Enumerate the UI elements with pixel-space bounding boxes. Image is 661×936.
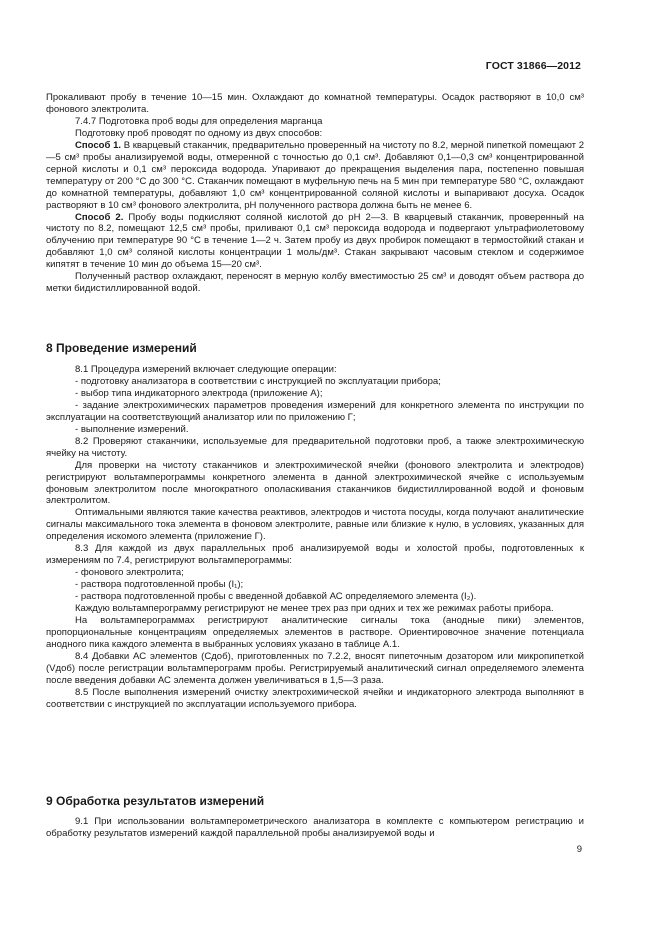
page-number: 9	[576, 844, 582, 855]
section-8-body	[46, 364, 584, 711]
method-2-text: Пробу воды подкисляют соляной кислотой до рН 2—3. В кварцевый стаканчик, проверенный на чистоту по 8.2, помещают 12,5 см³ пробы, приливают 0,1 см³ пероксида водорода и подвергают ультрафиолетовому облучению при температуре 90 °С в течение 1—2 ч. Затем пробу из двух пробирок помещают в термостойкий стакан и добавляют 1,0 см³ соляной кислоты концентрации 1 моль/дм³. Стакан закрывают часовым стеклом и содержимое кипятят в течение 10 мин до объема 15—20 см³.	[46, 211, 584, 271]
top-text-block	[46, 92, 584, 295]
list-item: - фонового электролита;	[75, 567, 184, 579]
paragraph-8-5: 8.5 После выполнения измерений очистку электрохимической ячейки и индикаторного электрода выполняют в соответствии с инструкцией по эксплуатации используемого прибора.	[46, 686, 584, 710]
standard-code-header: ГОСТ 31866—2012	[485, 60, 581, 72]
paragraph-cooling: Полученный раствор охлаждают, переносят в мерную колбу вместимостью 25 см³ и доводят объем раствора до метки бидистиллированной водой.	[46, 271, 584, 295]
paragraph-methods-intro: Подготовку проб проводят по одному из двух способов:	[75, 127, 323, 139]
section-8-heading: 8 Проведение измерений	[46, 341, 197, 355]
paragraph-cleanliness-check: Для проверки на чистоту стаканчиков и электрохимической ячейки (фонового электролита и электродов) регистрируют вольтамперограммы конкретного элемента в данной электрохимической ячейке с используемым фоновым электролитом после многократного ополаскивания стаканчиков бидистиллированной водой и фоновым электролитом.	[46, 459, 584, 507]
method-1-text: В кварцевый стаканчик, предварительно проверенный на чистоту по 8.2, мерной пипеткой помещают 2—5 см³ пробы анализируемой воды, отмеренной с точностью до 0,1 см³. Добавляют 0,1—0,3 см³ концентрированной серной кислоты и 0,1 см³ пероксида водорода. Упаривают до прекращения выделения пара, постепенно повышая температуру от 200 °С до 300 °С. Стаканчик помещают в муфельную печь на 5 мин при температуре 580 °С, охлаждают до комнатной температуры, добавляют 1,0 см³ концентрированной соляной кислоты и выпаривают досуха. Осадок растворяют в 10 см³ фонового электролита, рН полученного раствора должна быть не менее 6.	[46, 139, 584, 211]
paragraph-8-2: 8.2 Проверяют стаканчики, используемые для предварительной подготовки проб, а также электрохимическую ячейку на чистоту.	[46, 435, 584, 459]
section-9-heading: 9 Обработка результатов измерений	[46, 794, 265, 808]
paragraph-8-4: 8.4 Добавки АС элементов (Сдоб), приготовленных по 7.2.2, вносят пипеточным дозатором или микропипеткой (Vдоб) после регистрации вольтамперограмм пробы. Регистрируемый аналитический сигнал определяемого элемента после введения добавки АС элемента должен увеличиваться в 1,5—3 раза.	[46, 650, 584, 686]
paragraph-method-1	[46, 140, 584, 212]
paragraph-9-1: 9.1 При использовании вольтамперометрического анализатора в комплекте с компьютером регистрацию и обработку результатов измерений каждой параллельной пробы анализируемой воды и	[46, 816, 584, 839]
list-item: - раствора подготовленной пробы с введенной добавкой АС определяемого элемента (I₂).	[75, 591, 477, 603]
paragraph-8-1: 8.1 Процедура измерений включает следующие операции:	[75, 364, 337, 375]
method-2-label: Способ 2.	[75, 211, 124, 223]
list-item: - задание электрохимических параметров проведения измерений для конкретного элемента по инструкции по эксплуатации на соответствующий анализатор или по приложению Г;	[46, 399, 584, 423]
paragraph-optimal-quality: Оптимальными являются такие качества реактивов, электродов и чистота посуды, когда получают аналитические сигналы максимального тока элемента в фоновом электролите, равные или близкие к нулю, в условиях, указанных для определения искомого элемента (приложение Г).	[46, 507, 584, 543]
list-item: - подготовку анализатора в соответствии с инструкцией по эксплуатации прибора;	[75, 375, 441, 387]
method-1-label: Способ 1.	[75, 139, 122, 151]
paragraph-analytical-signals: На вольтамперограммах регистрируют аналитические сигналы тока (анодные пики) элементов, пропорциональные концентрациям определяемых элементов в растворе. Ориентировочное значение потенциала анодного пика каждого элемента в выбранных условиях указано в таблице А.1.	[46, 615, 584, 650]
section-9-body	[46, 816, 584, 840]
paragraph-repeat-registration: Каждую вольтамперограмму регистрируют не менее трех раз при одних и тех же режимах работы прибора.	[75, 603, 554, 615]
list-item: - раствора подготовленной пробы (I₁);	[75, 579, 244, 591]
list-item: - выбор типа индикаторного электрода (приложение А);	[75, 387, 323, 399]
paragraph-7-4-7-title: 7.4.7 Подготовка проб воды для определения марганца	[75, 115, 323, 127]
paragraph-method-2	[46, 212, 584, 272]
paragraph-calcination: Прокаливают пробу в течение 10—15 мин. Охлаждают до комнатной температуры. Осадок растворяют в 10,0 см³ фонового электролита.	[46, 92, 584, 115]
list-item: - выполнение измерений.	[75, 423, 189, 435]
paragraph-8-3: 8.3 Для каждой из двух параллельных проб анализируемой воды и холостой пробы, подготовленных к измерениям по 7.4, регистрируют вольтамперограммы:	[46, 543, 584, 567]
